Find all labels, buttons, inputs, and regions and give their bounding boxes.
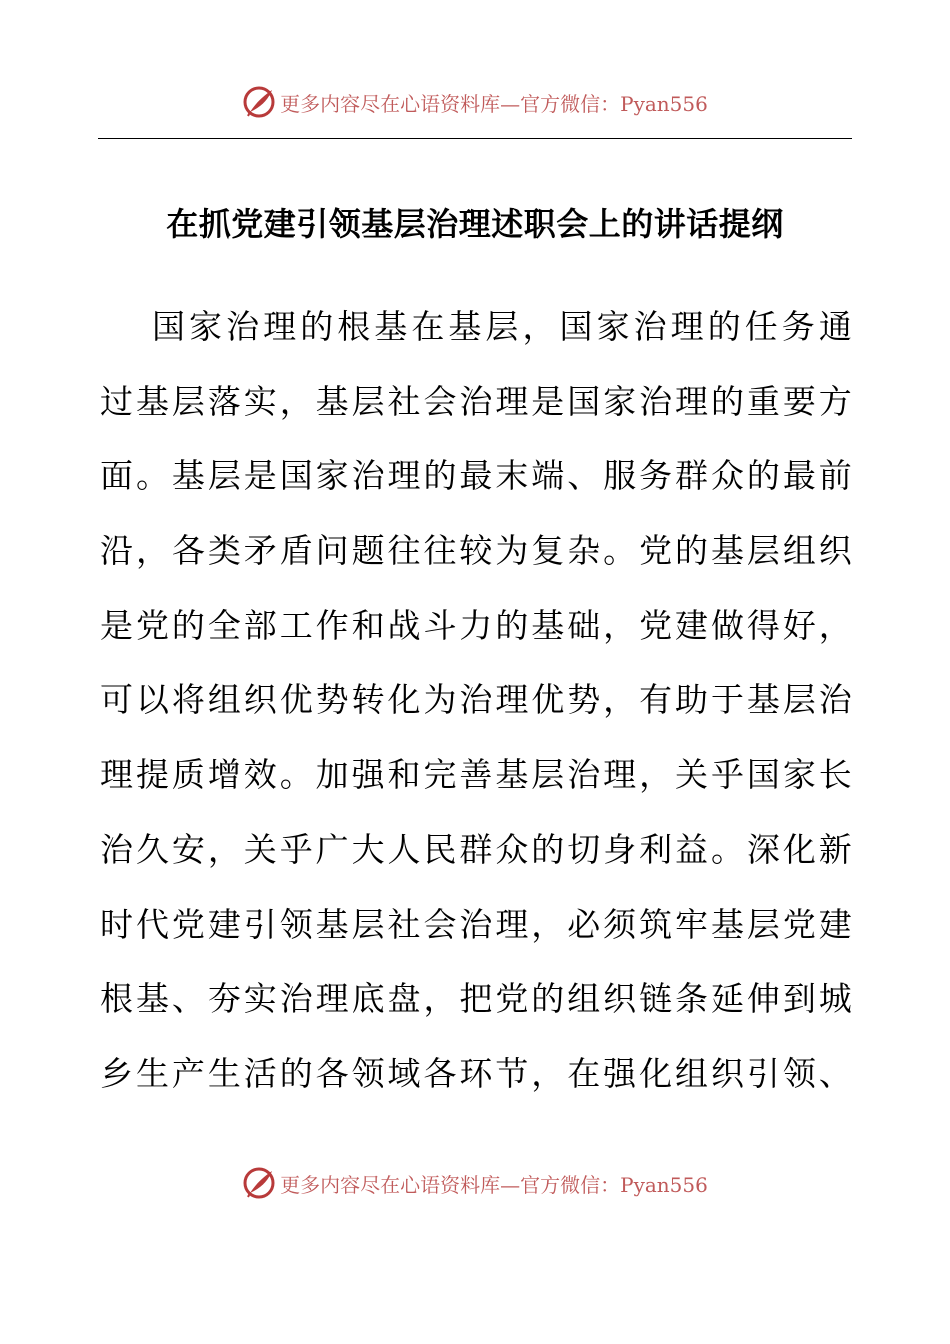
document-title: 在抓党建引领基层治理述职会上的讲话提纲	[166, 205, 784, 243]
body-line: 面 。 基 层 是 国 家 治 理 的 最 末 端 、 服 务 群 众 的 最 前	[100, 456, 852, 496]
footer-banner-text: 更多内容尽在心语资料库—官方微信：Pyan556	[280, 1172, 708, 1197]
body-line: 可 以 将 组 织 优 势 转 化 为 治 理 优 势 ， 有 助 于 基 层 治	[100, 680, 852, 720]
body-line: 国 家 治 理 的 根 基 在 基 层 ， 国 家 治 理 的 任 务 通	[152, 307, 852, 346]
footer-banner	[0, 1163, 950, 1203]
document-body	[100, 290, 852, 1112]
body-line: 理 提 质 增 效 。 加 强 和 完 善 基 层 治 理 ， 关 乎 国 家 长	[100, 755, 852, 795]
body-line: 时 代 党 建 引 领 基 层 社 会 治 理 ， 必 须 筑 牢 基 层 党 建	[100, 904, 852, 944]
header-divider	[98, 138, 852, 139]
body-line: 沿 ， 各 类 矛 盾 问 题 往 往 较 为 复 杂 。 党 的 基 层 组 织	[100, 531, 852, 571]
header-banner-text: 更多内容尽在心语资料库—官方微信：Pyan556	[280, 91, 708, 116]
body-line: 根 基 、 夯 实 治 理 底 盘 ， 把 党 的 组 织 链 条 延 伸 到 城	[100, 979, 852, 1019]
body-line: 乡 生 产 生 活 的 各 领 域 各 环 节 ， 在 强 化 组 织 引 领 、	[100, 1053, 852, 1093]
body-line: 是 党 的 全 部 工 作 和 战 斗 力 的 基 础 ， 党 建 做 得 好 ，	[100, 605, 852, 645]
quill-pen-logo-icon	[242, 1166, 276, 1200]
quill-pen-logo-icon	[242, 85, 276, 119]
body-line: 过 基 层 落 实 ， 基 层 社 会 治 理 是 国 家 治 理 的 重 要 方	[100, 381, 852, 421]
header-banner	[0, 82, 950, 122]
body-line: 治 久 安 ， 关 乎 广 大 人 民 群 众 的 切 身 利 益 。 深 化 新	[100, 829, 852, 869]
